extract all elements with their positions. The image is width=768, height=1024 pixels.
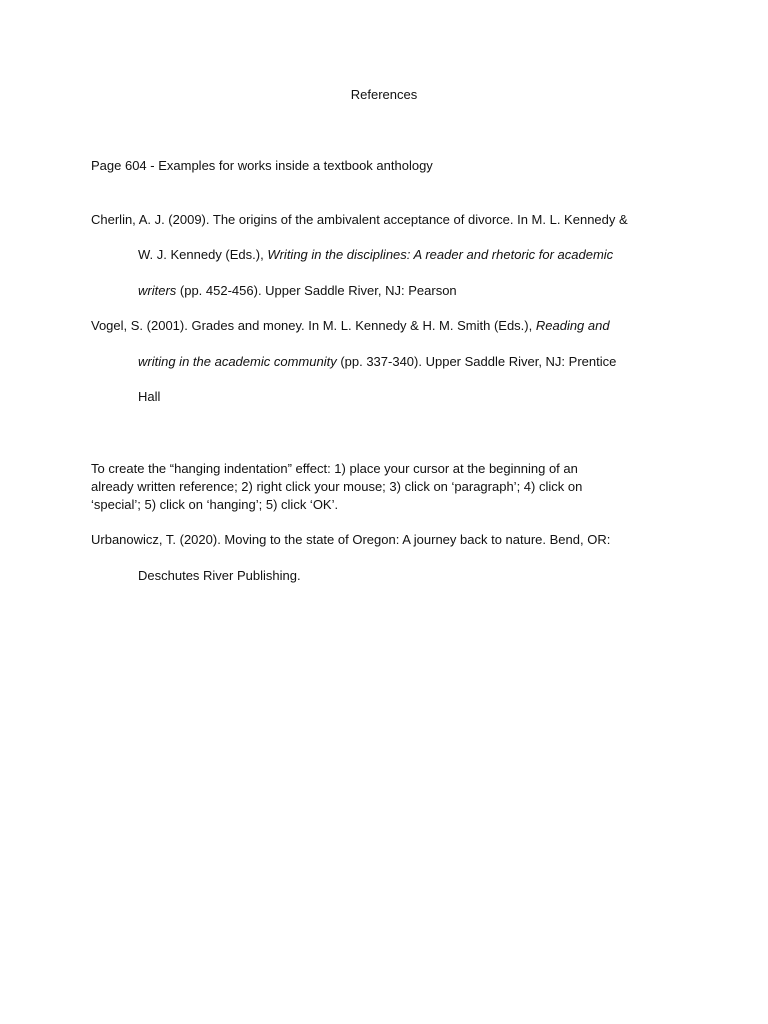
reference-3-line-2: Deschutes River Publishing. — [138, 568, 301, 583]
page-title: References — [350, 87, 418, 102]
reference-2-book-title: Reading and — [535, 318, 610, 333]
reference-2-line-3: Hall — [138, 389, 161, 404]
reference-1-book-title: Writing in the disciplines: A reader and rhetoric for academic — [267, 247, 614, 262]
instructions-line-1: To create the “hanging indentation” effect: 1) place your cursor at the beginning of an — [91, 461, 578, 476]
section-heading: Page 604 - Examples for works inside a textbook anthology — [91, 158, 433, 173]
reference-1-line-3 — [138, 282, 457, 300]
reference-2-line-2-plain: (pp. 337-340). Upper Saddle River, NJ: Prentice — [336, 354, 617, 369]
reference-1-line-2-plain: W. J. Kennedy (Eds.), — [138, 247, 268, 262]
reference-1-line-2 — [138, 246, 613, 264]
reference-1-line-1: Cherlin, A. J. (2009). The origins of the ambivalent acceptance of divorce. In M. L. Kennedy & — [91, 212, 628, 227]
instructions-line-3: ‘special’; 5) click on ‘hanging’; 5) click ‘OK’. — [91, 497, 339, 512]
reference-2-line-1 — [91, 317, 610, 335]
reference-2-line-1-plain: Vogel, S. (2001). Grades and money. In M. L. Kennedy & H. M. Smith (Eds.), — [91, 318, 536, 333]
reference-1-line-3-plain: (pp. 452-456). Upper Saddle River, NJ: Pearson — [176, 283, 457, 298]
reference-2-line-2 — [138, 353, 616, 371]
reference-2-book-title-end: writing in the academic community — [138, 354, 337, 369]
reference-3-line-1: Urbanowicz, T. (2020). Moving to the state of Oregon: A journey back to nature. Bend, OR: — [91, 532, 611, 547]
reference-1-book-title-end: writers — [138, 283, 177, 298]
instructions-line-2: already written reference; 2) right click your mouse; 3) click on ‘paragraph’; 4) click on — [91, 479, 583, 494]
